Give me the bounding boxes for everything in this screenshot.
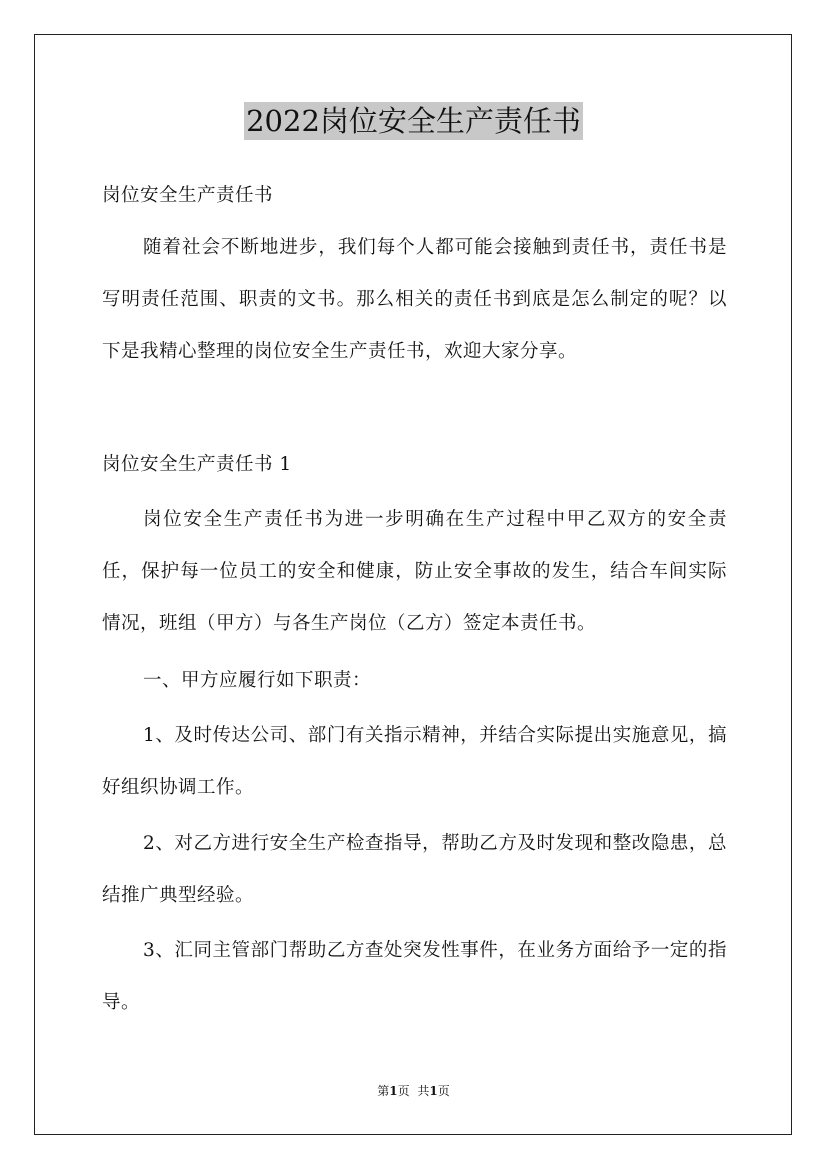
page-number: 1 [389,1084,398,1098]
page-footer [0,1083,827,1099]
document-title: 2022岗位安全生产责任书 [246,104,581,138]
section-1-paragraph: 岗位安全生产责任书为进一步明确在生产过程中甲乙双方的安全责任，保护每一位员工的安全和健康，防止安全事故的发生，结合车间实际情况，班组（甲方）与各生产岗位（乙方）签定本责任书。 [102,509,727,634]
duties-heading: 一、甲方应履行如下职责： [143,670,372,691]
total-suffix: 页 [437,1084,450,1098]
title-container [0,102,827,140]
total-pages: 1 [429,1084,438,1098]
duty-item-3: 3、汇同主管部门帮助乙方查处突发性事件，在业务方面给予一定的指导。 [102,940,727,1013]
duty-item-1: 1、及时传达公司、部门有关指示精神，并结合实际提出实施意见，搞好组织协调工作。 [102,725,727,798]
page-prefix: 第 [377,1084,390,1098]
section-1-heading: 岗位安全生产责任书 1 [102,454,292,475]
intro-heading: 岗位安全生产责任书 [102,185,274,206]
intro-paragraph: 随着社会不断地进步，我们每个人都可能会接触到责任书，责任书是写明责任范围、职责的文书。那么相关的责任书到底是怎么制定的呢？以下是我精心整理的岗位安全生产责任书，欢迎大家分享。 [102,237,727,362]
duty-item-2: 2、对乙方进行安全生产检查指导，帮助乙方及时发现和整改隐患，总结推广典型经验。 [102,833,727,906]
total-prefix: 共 [417,1084,430,1098]
page-suffix: 页 [397,1084,410,1098]
